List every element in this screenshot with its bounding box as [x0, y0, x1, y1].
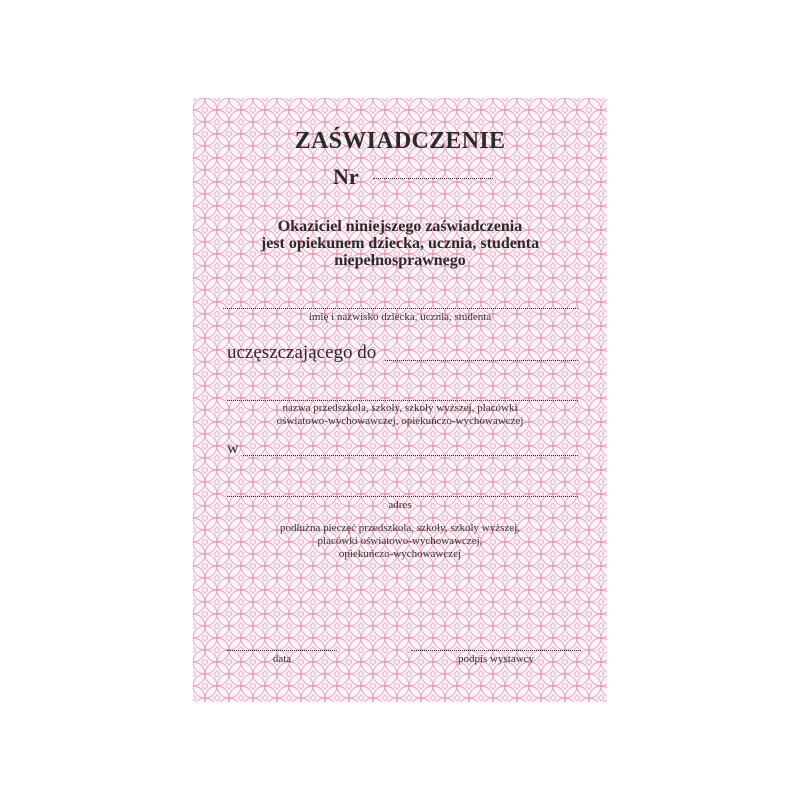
child-name-field[interactable]: [223, 308, 578, 309]
child-name-caption: imię i nazwisko dziecka, ucznia, studenta: [308, 311, 492, 323]
caption-line: nazwa przedszkola, szkoły, szkoły wyższej, placówki: [282, 402, 518, 414]
number-label: Nr: [333, 164, 359, 189]
signature-caption: podpis wystawcy: [457, 653, 535, 665]
attending-field[interactable]: [385, 360, 578, 361]
caption-line: oświatowo-wychowawczej, opiekuńczo-wychowawczej: [276, 415, 524, 427]
date-field[interactable]: [227, 650, 337, 651]
date-caption: data: [272, 653, 292, 665]
number-field[interactable]: [373, 178, 493, 179]
certificate-statement: [193, 218, 607, 269]
statement-line: Okaziciel niniejszego zaświadczenia: [277, 218, 523, 235]
certificate-form: [193, 98, 607, 702]
location-label: w: [227, 440, 239, 457]
location-field[interactable]: [243, 455, 578, 456]
institution-caption: [193, 402, 607, 428]
address-field[interactable]: [227, 496, 578, 497]
document-title: ZAŚWIADCZENIE: [294, 128, 506, 154]
address-caption: adres: [388, 499, 412, 511]
statement-line: niepełnosprawnego: [334, 252, 466, 269]
stamp-caption: [193, 522, 607, 561]
caption-line: placówki oświatowo-wychowawczej,: [317, 535, 483, 547]
institution-name-field[interactable]: [227, 400, 578, 401]
signature-field[interactable]: [411, 650, 581, 651]
caption-line: opiekuńczo-wychowawczej: [338, 548, 462, 560]
attending-label: uczęszczającego do: [227, 342, 377, 363]
caption-line: podłużna pieczęć przedszkola, szkoły, szkoły wyższej,: [280, 522, 520, 534]
statement-line: jest opiekunem dziecka, ucznia, studenta: [260, 235, 540, 252]
